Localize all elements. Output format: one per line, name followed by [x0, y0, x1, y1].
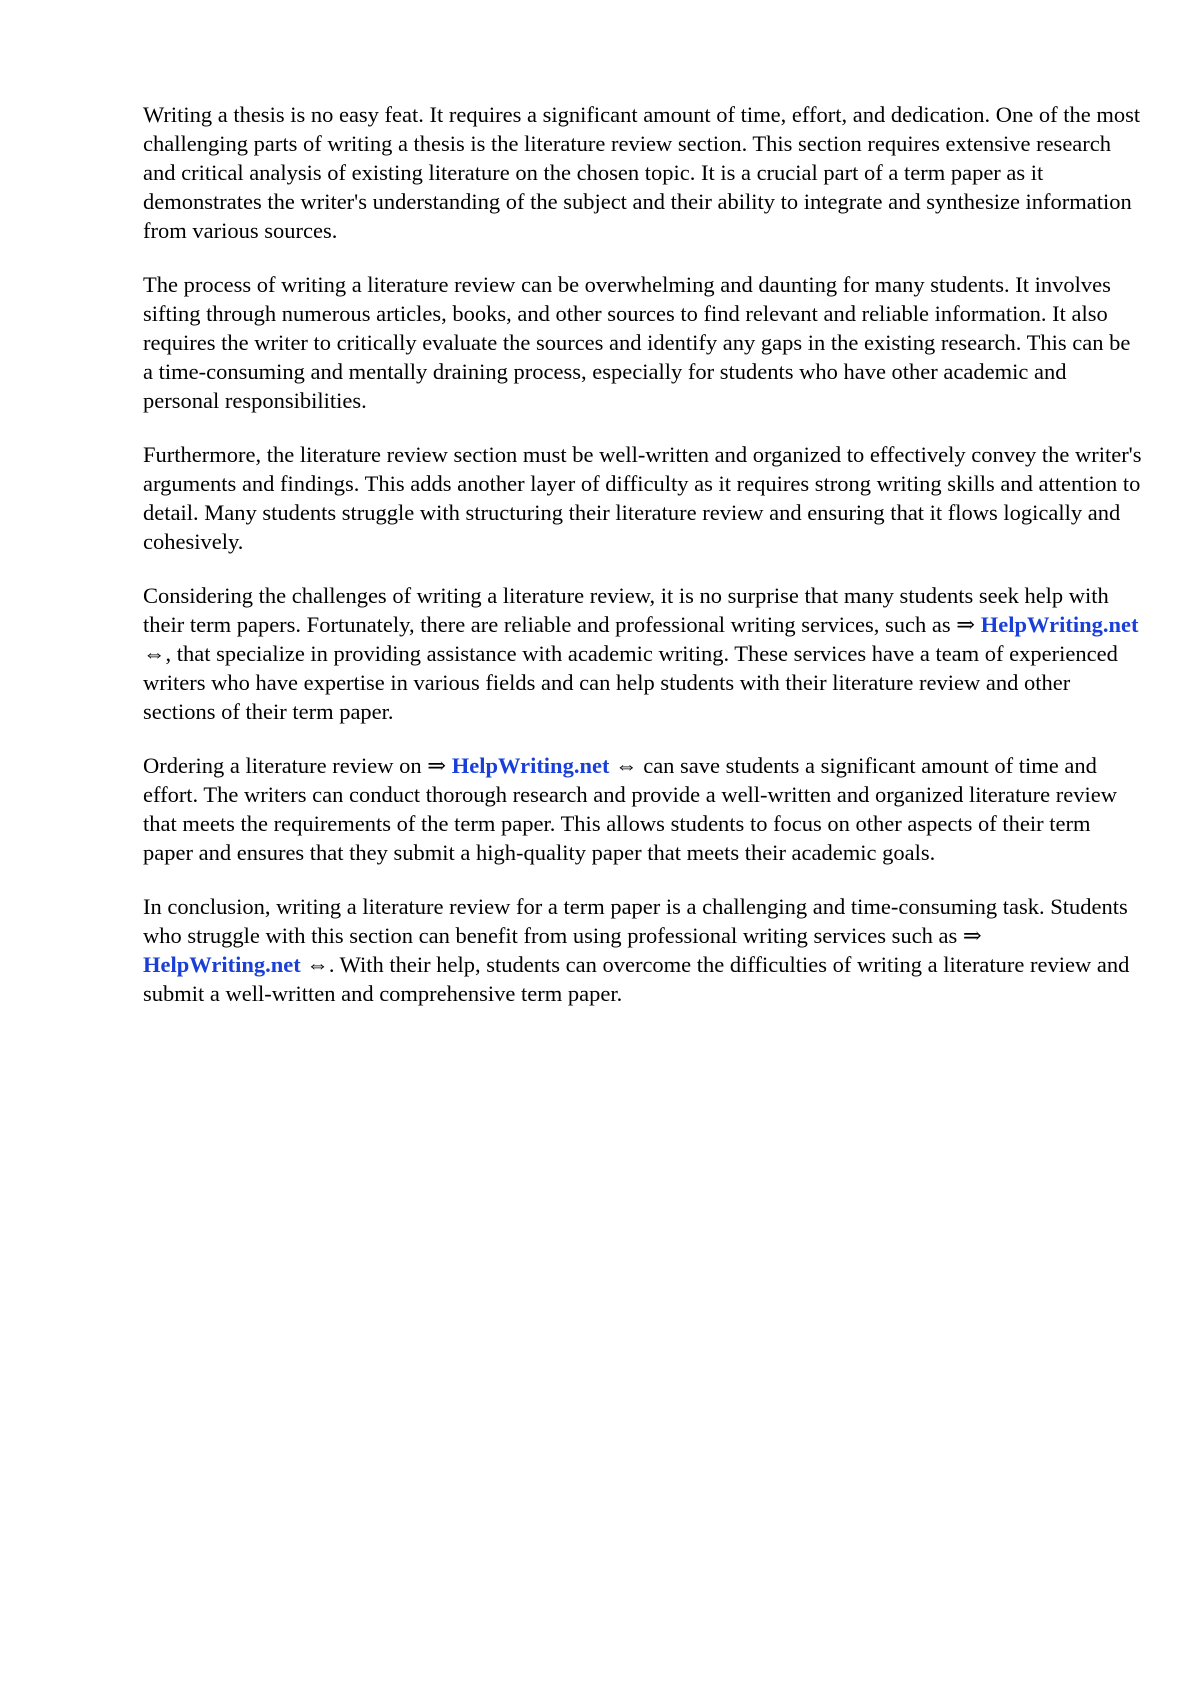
left-right-arrow-icon: ⇔: [609, 753, 638, 778]
paragraph-5-text-before: Ordering a literature review on: [143, 753, 428, 778]
paragraph-6: [143, 892, 1143, 1008]
paragraph-2: The process of writing a literature review can be overwhelming and daunting for many students. It involves sifting through numerous articles, books, and other sources to find relevant and reliable information. It also requires the writer to critically evaluate the sources and identify any gaps in the existing research. This can be a time-consuming and mentally draining process, especially for students who have other academic and personal responsibilities.: [143, 272, 1131, 413]
paragraph-5-text-after: can save students a significant amount of time and effort. The writers can conduct thorough research and provide a well-written and organized literature review that meets the requirements of the term paper. This allows students to focus on other aspects of their term paper and ensures that they submit a high-quality paper that meets their academic goals.: [143, 753, 1117, 865]
paragraph-6-text-before: In conclusion, writing a literature review for a term paper is a challenging and time-consuming task. Students who struggle with this section can benefit from using professional writing services such as: [143, 894, 1128, 948]
left-right-arrow-icon: ⇔: [300, 952, 329, 977]
helpwriting-link[interactable]: HelpWriting.net: [980, 612, 1139, 637]
right-arrow-icon: ⇒: [427, 753, 452, 778]
paragraph-6-text-after: . With their help, students can overcome the difficulties of writing a literature review and submit a well-written and comprehensive term paper.: [143, 952, 1130, 1006]
paragraph-4-text-after: , that specialize in providing assistance with academic writing. These services have a team of experienced writers who have expertise in various fields and can help students with their literature review and other sections of their term paper.: [143, 641, 1118, 724]
helpwriting-link[interactable]: HelpWriting.net: [451, 753, 610, 778]
right-arrow-icon: ⇒: [956, 612, 981, 637]
paragraph-4-text-before: Considering the challenges of writing a literature review, it is no surprise that many students seek help with their term papers. Fortunately, there are reliable and professional writing services, such as: [143, 583, 1109, 637]
paragraph-5: [143, 751, 1143, 867]
paragraph-1: Writing a thesis is no easy feat. It requires a significant amount of time, effort, and dedication. One of the most challenging parts of writing a thesis is the literature review section. This section requires extensive research and critical analysis of existing literature on the chosen topic. It is a crucial part of a term paper as it demonstrates the writer's understanding of the subject and their ability to integrate and synthesize information from various sources.: [143, 102, 1141, 243]
document-body: [143, 100, 1143, 1033]
helpwriting-link[interactable]: HelpWriting.net: [143, 952, 301, 977]
right-arrow-icon: ⇒: [962, 923, 982, 948]
paragraph-4: [143, 581, 1143, 726]
paragraph-3: Furthermore, the literature review section must be well-written and organized to effectively convey the writer's arguments and findings. This adds another layer of difficulty as it requires strong writing skills and attention to detail. Many students struggle with structuring their literature review and ensuring that it flows logically and cohesively.: [143, 442, 1142, 554]
left-right-arrow-icon: ⇔: [143, 641, 166, 666]
